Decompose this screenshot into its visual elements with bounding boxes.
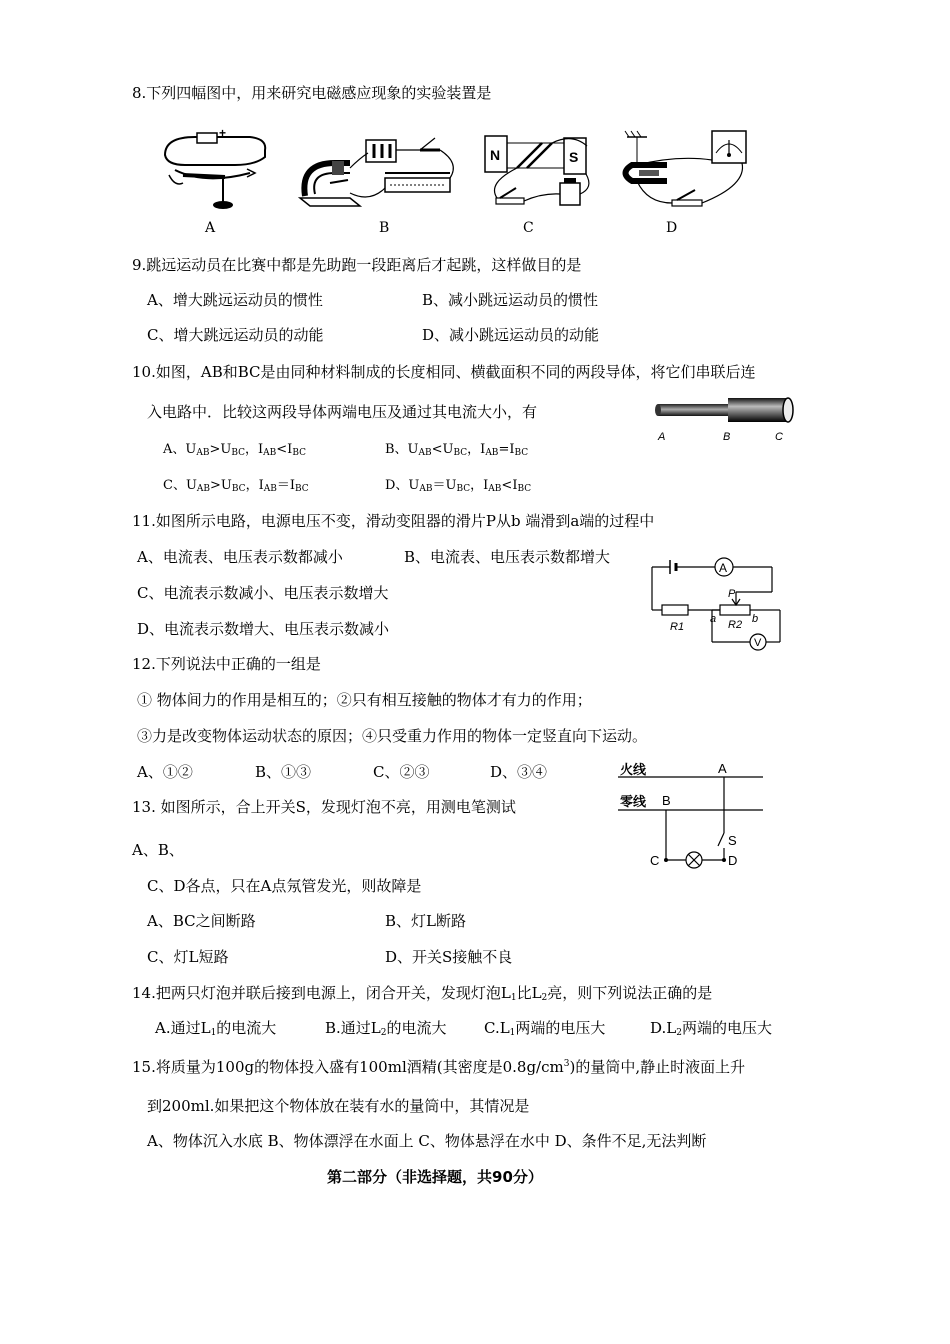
- q8a-plus: +: [219, 126, 227, 140]
- q10-stem-line2: 入电路中．比较这两段导体两端电压及通过其电流大小，有: [147, 403, 538, 421]
- q10-option-b: B、$U_{AB}<U_{BC}$，$I_{AB}=I_{BC}$: [385, 442, 529, 458]
- q10-option-c: C、$U_{AB}>U_{BC}$，$I_{AB}=I_{BC}$: [163, 478, 309, 494]
- q10-label-b: B: [723, 431, 731, 443]
- q14-option-c: $C.L_1$两端的电压大: [484, 1019, 606, 1038]
- q8-label-d: D: [666, 220, 678, 236]
- q11-option-b: B、电流表、电压表示数都增大: [404, 548, 611, 566]
- q11-stem: 11.如图所示电路，电源电压不变，滑动变阻器的滑片P从b 端滑到a端的过程中: [132, 512, 655, 530]
- q13-circuit-figure: [618, 758, 778, 873]
- q8-label-c: C: [523, 220, 534, 236]
- q11-circuit-figure: [640, 552, 790, 662]
- q13-neutral-wire-label: 零线: [620, 794, 647, 809]
- q9-option-a: A、增大跳远运动员的惯性: [147, 291, 323, 309]
- q13-s-label: S: [728, 833, 737, 848]
- q14-stem: 14.把两只灯泡并联后接到电源上，闭合开关，发现灯泡$L_1$比$L_2$亮，则下列说法正确的是: [132, 984, 713, 1003]
- q8-figure-a: [155, 125, 280, 215]
- q13-line2: A、B、: [132, 841, 184, 859]
- q8c-n-pole: N: [490, 147, 501, 163]
- q11-a-label: a: [710, 613, 717, 625]
- part2-heading: 第二部分（非选择题，共90分）: [327, 1168, 543, 1186]
- q8-figure-d: [617, 125, 757, 217]
- q13-stem: 13. 如图所示，合上开关S，发现灯泡不亮，用测电笔测试: [132, 798, 516, 816]
- q15-stem-line2: 到200ml.如果把这个物体放在装有水的量筒中，其情况是: [147, 1097, 530, 1115]
- q13-option-c: C、灯L短路: [147, 948, 229, 966]
- q14-option-d: $D.L_2$两端的电压大: [650, 1019, 772, 1038]
- q13-option-b: B、灯L断路: [385, 912, 466, 930]
- q10-label-a: A: [658, 431, 666, 443]
- q12-option-c: C、②③: [373, 763, 430, 781]
- q13-line3: C、D各点，只在A点氖管发光，则故障是: [147, 877, 422, 895]
- q9-stem: 9.跳远运动员在比赛中都是先助跑一段距离后才起跳，这样做目的是: [132, 256, 582, 274]
- q10-label-c: C: [775, 431, 783, 443]
- q13-option-a: A、BC之间断路: [147, 912, 256, 930]
- q9-option-d: D、减小跳远运动员的动能: [422, 326, 600, 344]
- q8-figure-b: [290, 128, 460, 216]
- q11-r2-label: R2: [728, 619, 743, 631]
- q9-option-b: B、减小跳远运动员的惯性: [422, 291, 599, 309]
- q11-p-label: P: [728, 588, 736, 600]
- q12-line1: ① 物体间力的作用是相互的；②只有相互接触的物体才有力的作用；: [137, 691, 592, 709]
- q8a-minus: -: [187, 128, 192, 144]
- q11-option-d: D、电流表示数增大、电压表示数减小: [137, 620, 390, 638]
- q14-option-b: B.通过$L_2$的电流大: [325, 1019, 447, 1038]
- q12-option-d: D、③④: [490, 763, 548, 781]
- q14-option-a: A.通过$L_1$的电流大: [155, 1019, 277, 1038]
- q8-figure-c: [482, 128, 602, 216]
- q13-live-wire-label: 火线: [620, 762, 647, 777]
- q10-option-d: D、$U_{AB}=U_{BC}$，$I_{AB}<I_{BC}$: [385, 478, 532, 494]
- q13-a-label: A: [718, 761, 727, 776]
- q9-option-c: C、增大跳远运动员的动能: [147, 326, 324, 344]
- q10-conductor-figure: [650, 395, 800, 450]
- q11-r1-label: R1: [670, 621, 685, 633]
- q12-stem: 12.下列说法中正确的一组是: [132, 655, 321, 673]
- q8-label-b: B: [379, 220, 390, 236]
- q13-c-label: C: [650, 853, 660, 868]
- q13-b-label: B: [662, 793, 671, 808]
- q12-option-b: B、①③: [255, 763, 312, 781]
- q11-voltmeter-label: V: [754, 637, 762, 649]
- q10-option-a: A、$U_{AB}>U_{BC}$，$I_{AB}<I_{BC}$: [163, 442, 306, 458]
- q8-stem: 8.下列四幅图中，用来研究电磁感应现象的实验装置是: [132, 84, 492, 102]
- q11-option-a: A、电流表、电压表示数都减小: [137, 548, 343, 566]
- q13-option-d: D、开关S接触不良: [385, 948, 513, 966]
- q15-options: A、物体沉入水底 B、物体漂浮在水面上 C、物体悬浮在水中 D、条件不足,无法判断: [147, 1132, 707, 1150]
- q11-option-c: C、电流表示数减小、电压表示数增大: [137, 584, 389, 602]
- q15-stem-line1: 15.将质量为100g的物体投入盛有100ml酒精(其密度是$0.8g/cm^3$)的量筒中,静止时液面上升: [132, 1058, 746, 1076]
- q12-line2: ③力是改变物体运动状态的原因；④只受重力作用的物体一定竖直向下运动。: [137, 727, 648, 745]
- q13-d-label: D: [728, 853, 738, 868]
- q11-ammeter-label: A: [719, 561, 728, 575]
- q11-b-label: b: [752, 613, 759, 625]
- q10-stem-line1: 10.如图，AB和BC是由同种材料制成的长度相同、横截面积不同的两段导体，将它们串联后连: [132, 363, 756, 381]
- q12-option-a: A、①②: [137, 763, 193, 781]
- q8c-s-pole: S: [569, 149, 579, 165]
- q8-label-a: A: [205, 220, 216, 236]
